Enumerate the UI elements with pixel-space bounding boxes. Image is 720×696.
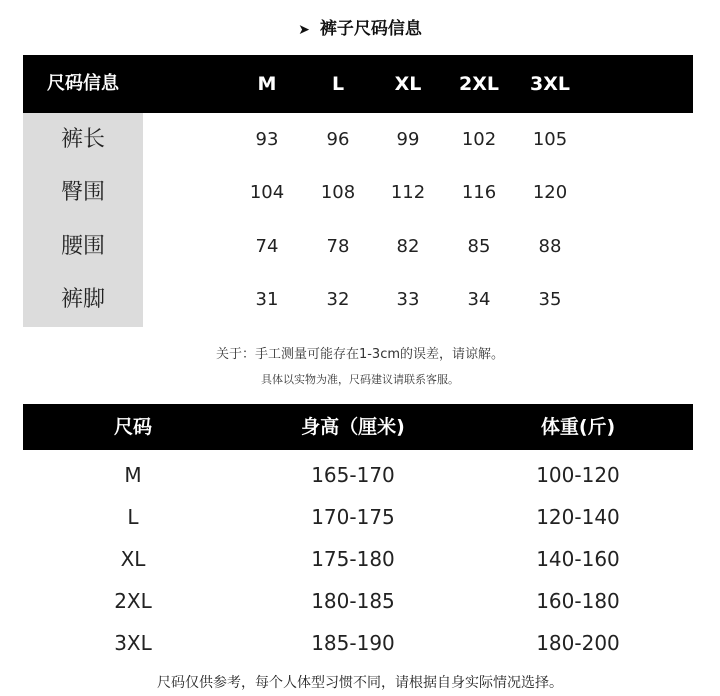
table-cell: 165-170 [311,463,395,487]
table-cell: 82 [396,236,420,257]
size-header-2xl: 2XL [459,73,499,95]
table-cell: 180-185 [311,589,395,613]
table-cell: 88 [538,236,562,257]
table-row [23,538,693,580]
table-row [23,580,693,622]
table-row [23,622,693,664]
table-row [23,166,693,219]
table-cell: 99 [396,129,420,150]
table-cell: 175-180 [311,547,395,571]
table-cell: XL [120,547,146,571]
size-disclaimer: 尺码仅供参考，每个人体型习惯不同，请根据自身实际情况选择。 [157,675,563,691]
header-weight: 体重(斤) [540,416,616,438]
label-hip: 臀围 [60,180,105,205]
table-cell: 3XL [114,631,152,655]
label-waist: 腰围 [60,234,105,259]
table-cell: 140-160 [536,547,620,571]
label-pant-length: 裤长 [60,127,105,152]
table-cell: 160-180 [536,589,620,613]
table-cell: 180-200 [536,631,620,655]
table-cell: 34 [467,289,491,310]
table-cell: 170-175 [311,505,395,529]
row-header-label: 尺码信息 [47,73,119,94]
table-cell: 2XL [114,589,152,613]
table-cell: 96 [326,129,350,150]
title-text: 裤子尺码信息 [319,19,422,39]
measurement-note: 关于：手工测量可能存在1-3cm的误差，请谅解。 [215,347,505,362]
label-leg-opening: 裤脚 [60,287,105,312]
table-cell: 104 [249,182,285,203]
table-cell: 105 [532,129,568,150]
customer-service-note: 具体以实物为准，尺码建议请联系客服。 [261,373,459,386]
size-info-header [23,55,693,113]
size-header-l: L [331,73,345,95]
table-cell: 85 [467,236,491,257]
arrow-icon: ➤ [298,22,310,38]
table-row [23,454,693,496]
table-cell: 35 [538,289,562,310]
table-cell: 32 [326,289,350,310]
table-cell: 102 [461,129,497,150]
page-title [0,14,720,39]
table-cell: 108 [320,182,356,203]
size-recommendation-header [23,404,693,450]
header-height: 身高（厘米) [301,416,405,438]
table-cell: 93 [255,129,279,150]
table-cell: M [124,463,142,487]
table-cell: 31 [255,289,279,310]
table-cell: 116 [461,182,497,203]
table-row [23,113,693,166]
size-header-m: M [257,73,277,95]
table-row [23,273,693,326]
table-cell: 78 [326,236,350,257]
table-cell: 100-120 [536,463,620,487]
table-row [23,496,693,538]
table-row [23,220,693,273]
header-size: 尺码 [113,416,152,438]
table-cell: 120-140 [536,505,620,529]
size-header-3xl: 3XL [530,73,570,95]
table-cell: 33 [396,289,420,310]
size-header-xl: XL [394,73,422,95]
table-cell: 185-190 [311,631,395,655]
table-cell: 120 [532,182,568,203]
table-cell: L [127,505,139,529]
table-cell: 74 [255,236,279,257]
table-cell: 112 [390,182,426,203]
